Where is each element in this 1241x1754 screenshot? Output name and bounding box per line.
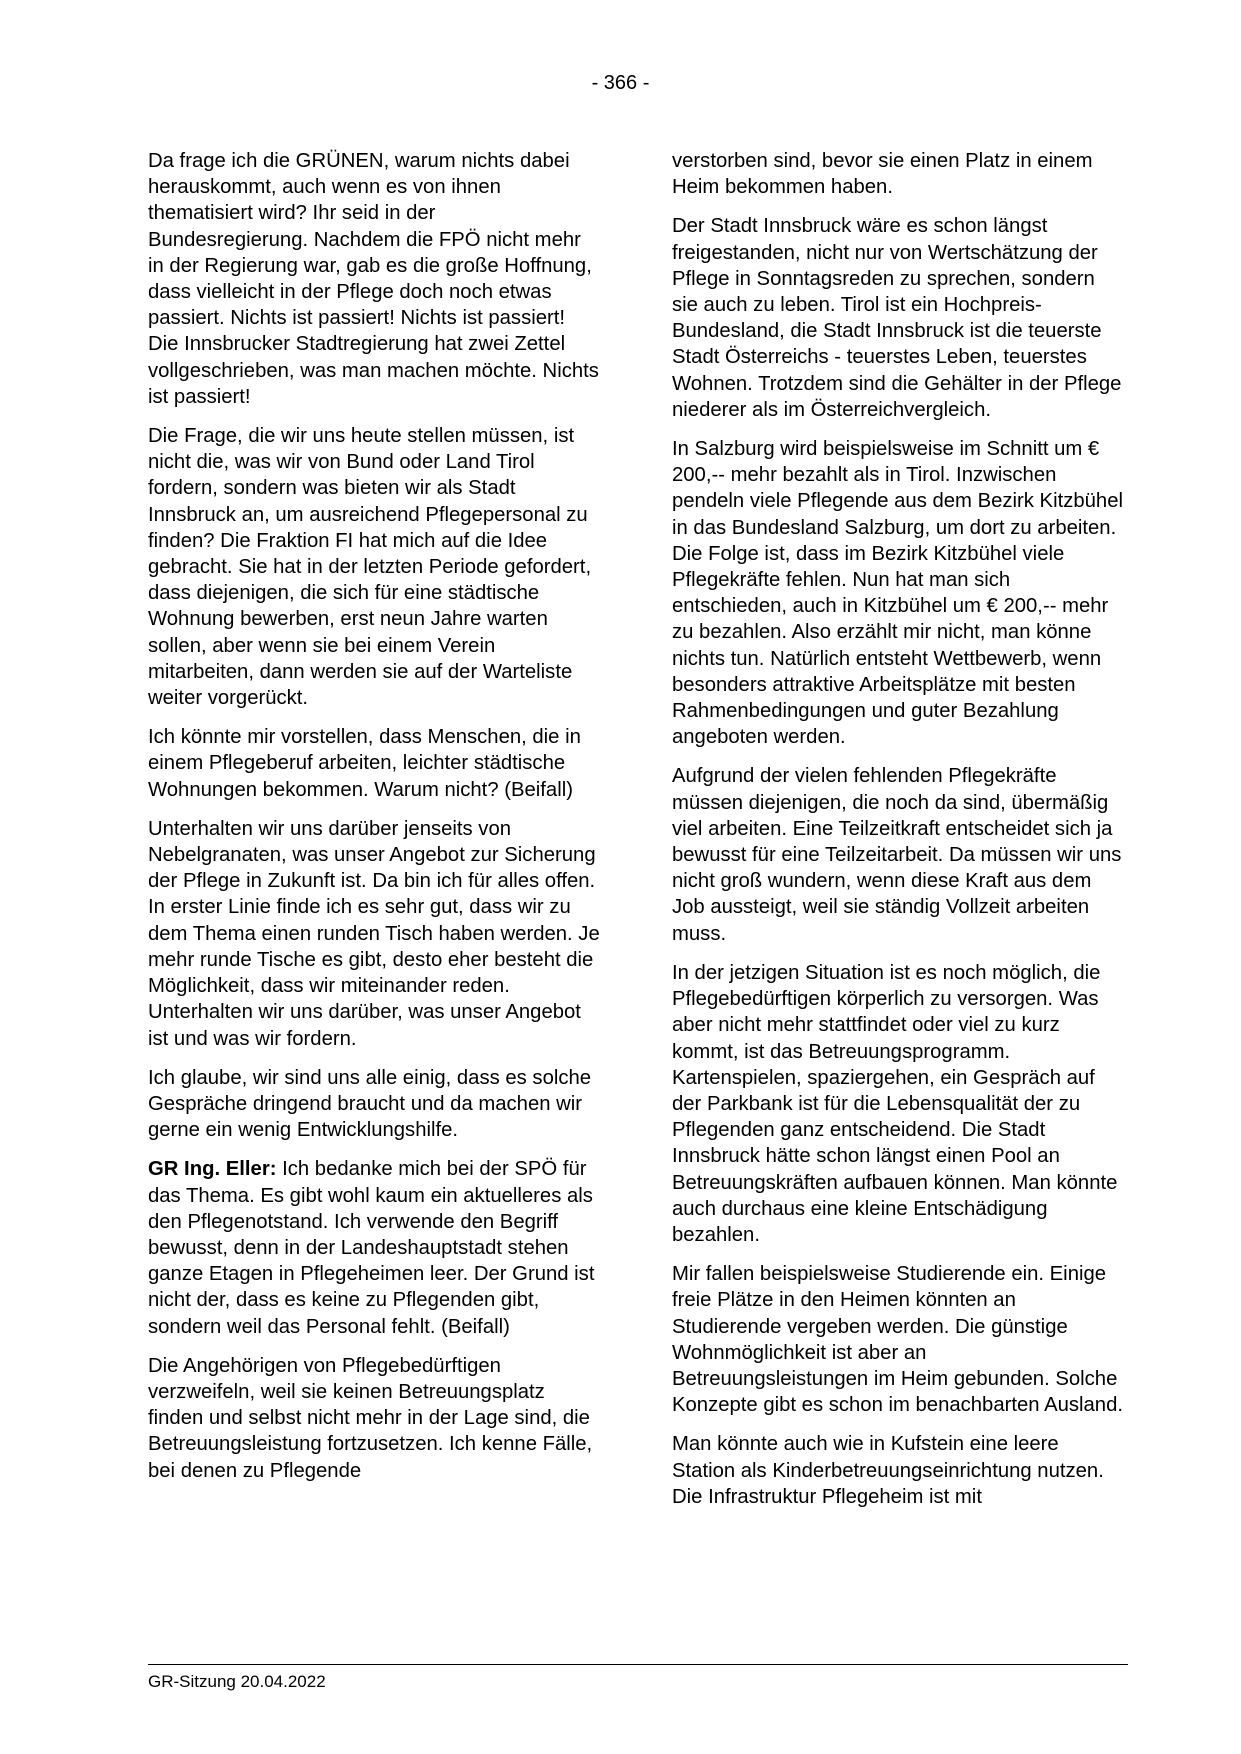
footer-divider bbox=[148, 1664, 1128, 1665]
paragraph: Da frage ich die GRÜNEN, warum nichts dabei herauskommt, auch wenn es von ihnen thematisiert wird? Ihr seid in der Bundesregierung. Nachdem die FPÖ nicht mehr in der Regierung war, gab es die große Hoffnung, dass vielleicht in der Pflege doch noch etwas passiert. Nichts ist passiert! Nichts ist passiert! Die Innsbrucker Stadtregierung hat zwei Zettel vollgeschrieben, was man machen möchte. Nichts ist passiert! bbox=[148, 150, 599, 408]
paragraph: In der jetzigen Situation ist es noch möglich, die Pflegebedürftigen körperlich zu versorgen. Was aber nicht mehr stattfindet oder viel zu kurz kommt, ist das Betreuungsprogramm. Kartenspielen, spaziergehen, ein Gespräch auf der Parkbank ist für die Lebensqualität der zu Pflegenden ganz entscheidend. Die Stadt Innsbruck hätte schon längst einen Pool an Betreuungskräften aufbauen können. Man könnte auch durchaus eine kleine Entschädigung bezahlen. bbox=[672, 961, 1118, 1246]
paragraph: Der Stadt Innsbruck wäre es schon längst freigestanden, nicht nur von Wertschätzung der Pflege in Sonntagsreden zu sprechen, sondern sie auch zu leben. Tirol ist ein Hochpreis-Bundesland, die Stadt Innsbruck ist die teuerste Stadt Österreichs - teuerstes Leben, teuerstes Wohnen. Trotzdem sind die Gehälter in der Pflege niederer als im Österreichvergleich. bbox=[672, 215, 1122, 421]
right-column bbox=[672, 148, 1124, 1523]
paragraph: Ich könnte mir vorstellen, dass Menschen, die in einem Pflegeberuf arbeiten, leichter städtische Wohnungen bekommen. Warum nicht? (Beifall) bbox=[148, 726, 581, 801]
paragraph: Die Frage, die wir uns heute stellen müssen, ist nicht die, was wir von Bund oder Land Tirol fordern, sondern was bieten wir als Stadt Innsbruck an, um ausreichend Pflegepersonal zu finden? Die Fraktion FI hat mich auf die Idee gebracht. Sie hat in der letzten Periode gefordert, dass diejenigen, die sich für eine städtische Wohnung bewerben, erst neun Jahre warten sollen, aber wenn sie bei einem Verein mitarbeiten, dann werden sie auf der Warteliste weiter vorgerückt. bbox=[148, 425, 592, 710]
left-column bbox=[148, 148, 600, 1497]
footer-session-date: GR-Sitzung 20.04.2022 bbox=[148, 1672, 326, 1691]
paragraph: In Salzburg wird beispielsweise im Schnitt um € 200,-- mehr bezahlt als in Tirol. Inzwischen pendeln viele Pflegende aus dem Bezirk Kitzbühel in das Bundesland Salzburg, um dort zu arbeiten. Die Folge ist, dass im Bezirk Kitzbühel viele Pflegekräfte fehlen. Nun hat man sich entschieden, auch in Kitzbühel um € 200,-- mehr zu bezahlen. Also erzählt mir nicht, man könne nichts tun. Natürlich entsteht Wettbewerb, wenn besonders attraktive Arbeitsplätze mit besten Rahmenbedingungen und guter Bezahlung angeboten werden. bbox=[672, 438, 1123, 749]
paragraph: Die Angehörigen von Pflegebedürftigen verzweifeln, weil sie keinen Betreuungsplatz finden und selbst nicht mehr in der Lage sind, die Betreuungsleistung fortzusetzen. Ich kenne Fälle, bei denen zu Pflegende bbox=[148, 1354, 593, 1482]
paragraph: Ich glaube, wir sind uns alle einig, dass es solche Gespräche dringend braucht und da machen wir gerne ein wenig Entwicklungshilfe. bbox=[148, 1066, 592, 1142]
paragraph: Aufgrund der vielen fehlenden Pflegekräfte müssen diejenigen, die noch da sind, übermäßig viel arbeiten. Eine Teilzeitkraft entscheidet sich ja bewusst für eine Teilzeitarbeit. Da müssen wir uns nicht groß wundern, wenn diese Kraft aus dem Job aussteigt, weil sie ständig Vollzeit arbeiten muss. bbox=[672, 765, 1122, 945]
paragraph: Man könnte auch wie in Kufstein eine leere Station als Kinderbetreuungseinrichtung nutzen. Die Infrastruktur Pflegeheim ist mit bbox=[672, 1433, 1104, 1508]
paragraph: Unterhalten wir uns darüber jenseits von Nebelgranaten, was unser Angebot zur Sicherung der Pflege in Zukunft ist. Da bin ich für alles offen. In erster Linie finde ich es sehr gut, dass wir zu dem Thema einen runden Tisch haben werden. Je mehr runde Tische es gibt, desto eher besteht die Möglichkeit, dass wir miteinander reden. Unterhalten wir uns darüber, was unser Angebot ist und was wir fordern. bbox=[148, 817, 600, 1050]
paragraph: verstorben sind, bevor sie einen Platz in einem Heim bekommen haben. bbox=[672, 150, 1093, 199]
paragraph: GR Ing. Eller: Ich bedanke mich bei der SPÖ für das Thema. Es gibt wohl kaum ein aktuelleres als den Pflegenotstand. Ich verwende den Begriff bewusst, denn in der Landeshauptstadt stehen ganze Etagen in Pflegeheimen leer. Der Grund ist nicht der, dass es keine zu Pflegenden gibt, sondern weil das Personal fehlt. (Beifall) bbox=[148, 1158, 595, 1338]
speaker-name: GR Ing. Eller: bbox=[148, 1158, 277, 1181]
page-number: - 366 - bbox=[591, 72, 650, 94]
paragraph: Mir fallen beispielsweise Studierende ein. Einige freie Plätze in den Heimen könnten an Studierende vergeben werden. Die günstige Wohnmöglichkeit ist aber an Betreuungsleistungen im Heim gebunden. Solche Konzepte gibt es schon im benachbarten Ausland. bbox=[672, 1263, 1123, 1417]
